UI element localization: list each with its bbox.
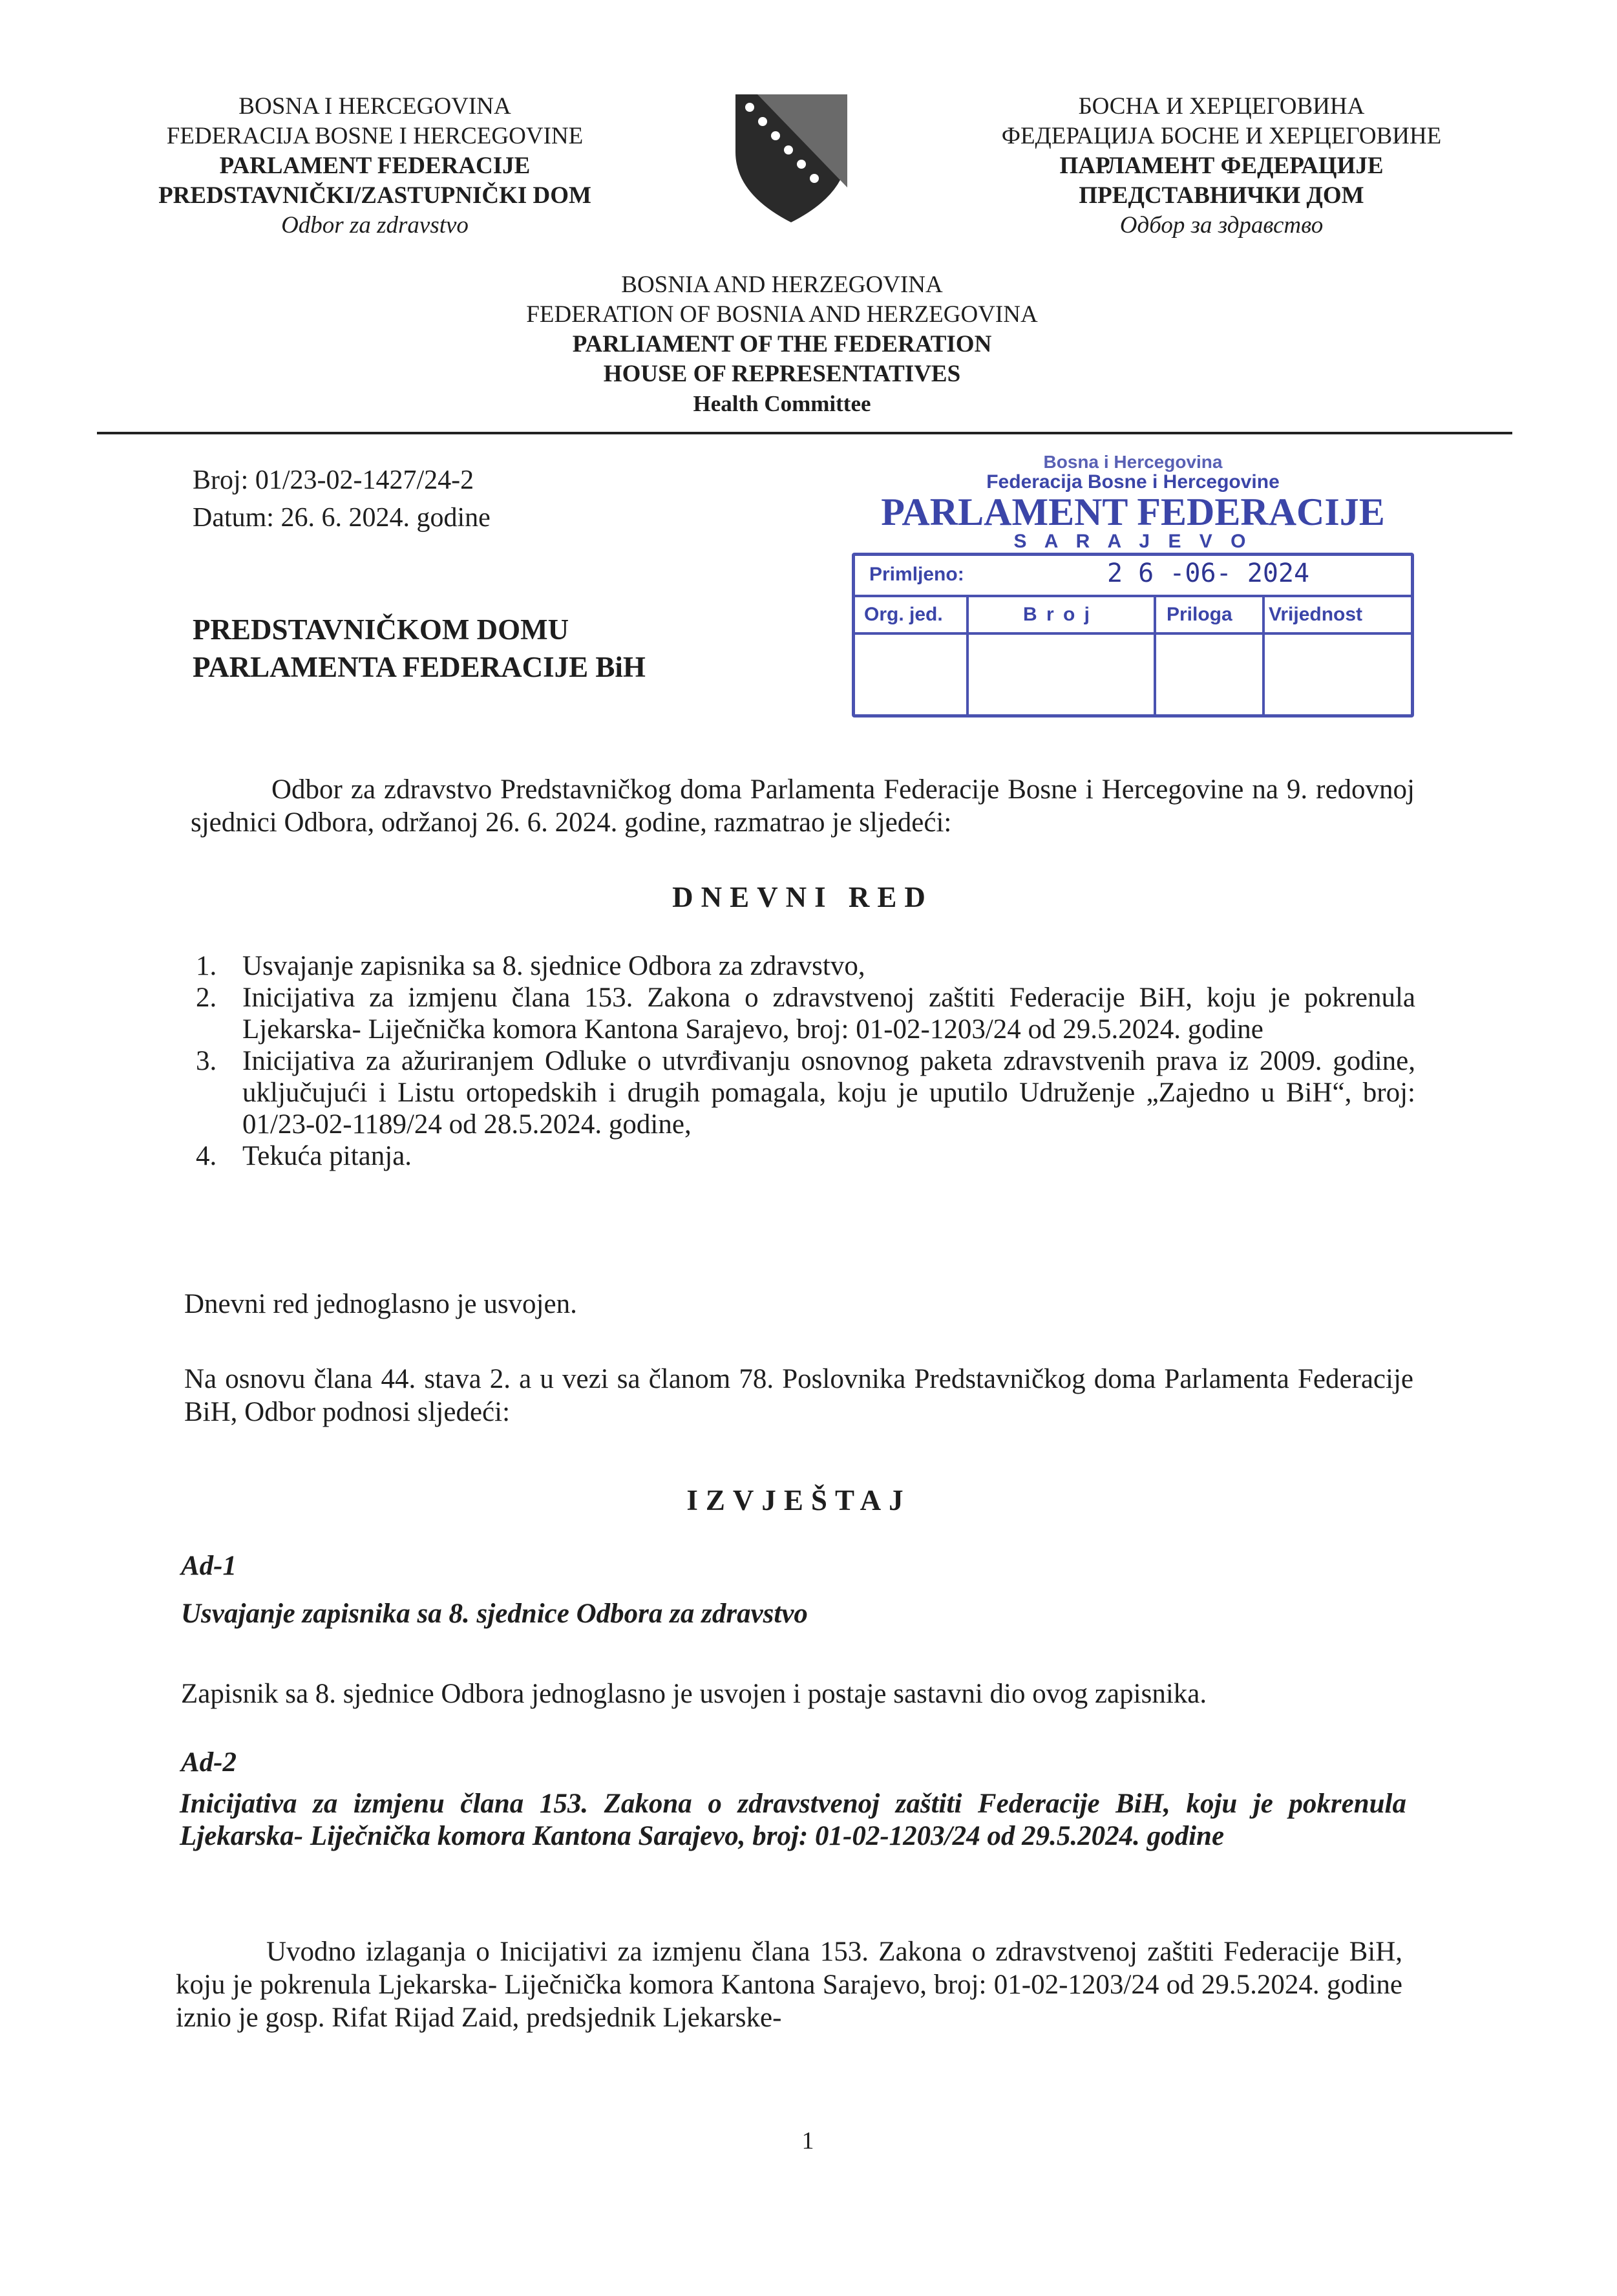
- header-left: [97, 92, 653, 240]
- header-right-country: БОСНА И ХЕРЦЕГОВИНА: [1078, 93, 1365, 120]
- header-center-parliament: PARLIAMENT OF THE FEDERATION: [572, 331, 992, 357]
- received-stamp: [852, 452, 1414, 552]
- header-right-committee: Одбор за здравство: [1119, 212, 1324, 239]
- ad2-text: Uvodno izlaganja o Inicijativi za izmjenu člana 153. Zakona o zdravstvenoj zaštiti Federacije BiH, koju je pokrenula Ljekarska- Liječnička komora Kantona Sarajevo, broj: 01-02-1203/24 od 29.5.2024. godine iznio je gosp. Rifat Rijad Zaid, predsjednik Ljekarske-: [176, 1937, 1402, 2033]
- header-center: [452, 270, 1112, 419]
- stamp-parliament: PARLAMENT FEDERACIJE: [881, 491, 1385, 533]
- stamp-divider-3: [1262, 597, 1265, 714]
- agenda-heading: DNEVNI RED: [672, 881, 933, 913]
- agenda-item-number: 2.: [196, 983, 217, 1013]
- header-right: [937, 92, 1506, 240]
- document-number: Broj: 01/23-02-1427/24-2: [193, 465, 474, 495]
- page-number: 1: [801, 2127, 814, 2154]
- agenda-item-number: 3.: [196, 1046, 217, 1076]
- header-center-country: BOSNIA AND HERZEGOVINA: [621, 271, 943, 298]
- agenda-item-text: Tekuća pitanja.: [242, 1141, 412, 1171]
- stamp-col-value: Vrijednost: [1269, 604, 1363, 625]
- stamp-col-attachments: Priloga: [1167, 604, 1232, 625]
- header-right-entity: ФЕДЕРАЦИЈА БОСНЕ И ХЕРЦЕГОВИНЕ: [1001, 123, 1442, 149]
- agenda-item-4: [196, 1140, 1415, 1172]
- agenda-list: [196, 950, 1415, 1172]
- agenda-adopted: Dnevni red jednoglasno je usvojen.: [184, 1289, 577, 1319]
- header-left-parliament: PARLAMENT FEDERACIJE: [219, 153, 531, 179]
- legal-basis-paragraph: Na osnovu člana 44. stava 2. a u vezi sa članom 78. Poslovnika Predstavničkog doma Parlamenta Federacije BiH, Odbor podnosi sljedeći:: [184, 1364, 1413, 1427]
- header-left-country: BOSNA I HERCEGOVINA: [238, 93, 511, 120]
- header-left-entity: FEDERACIJA BOSNE I HERCEGOVINE: [166, 123, 584, 149]
- stamp-received-date: 2 6 -06- 2024: [1107, 558, 1310, 588]
- header-center-house: HOUSE OF REPRESENTATIVES: [603, 361, 961, 387]
- stamp-col-number: B r o j: [1023, 604, 1092, 625]
- document-reference: [193, 462, 774, 537]
- header-right-parliament: ПАРЛАМЕНТ ФЕДЕРАЦИЈЕ: [1059, 153, 1384, 179]
- header-right-house: ПРЕДСТАВНИЧКИ ДОМ: [1079, 182, 1364, 209]
- report-heading: IZVJEŠTAJ: [686, 1484, 911, 1516]
- coat-of-arms-icon: [732, 90, 851, 226]
- header-center-committee: Health Committee: [693, 391, 871, 416]
- header-divider: [97, 432, 1512, 434]
- agenda-item-number: 1.: [196, 951, 217, 981]
- addressee: [193, 611, 839, 686]
- ad2-label: Ad-2: [181, 1747, 237, 1778]
- agenda-item-text: Usvajanje zapisnika sa 8. sjednice Odbora za zdravstvo,: [242, 951, 865, 981]
- stamp-country: Bosna i Hercegovina: [1043, 452, 1223, 472]
- ad1-text: Zapisnik sa 8. sjednice Odbora jednoglasno je usvojen i postaje sastavni dio ovog zapisnika.: [181, 1679, 1207, 1709]
- ad2-title: Inicijativa za izmjenu člana 153. Zakona o zdravstvenoj zaštiti Federacije BiH, koju je pokrenula Ljekarska- Liječnička komora Kantona Sarajevo, broj: 01-02-1203/24 od 29.5.2024. godine: [180, 1789, 1406, 1851]
- stamp-entity: Federacija Bosne i Hercegovine: [986, 471, 1280, 493]
- addressee-line-1: PREDSTAVNIČKOM DOMU: [193, 613, 569, 646]
- stamp-divider-1: [966, 597, 969, 714]
- header-center-entity: FEDERATION OF BOSNIA AND HERZEGOVINA: [526, 301, 1038, 328]
- agenda-item-number: 4.: [196, 1141, 217, 1171]
- agenda-item-3: [196, 1045, 1415, 1140]
- stamp-divider-2: [1154, 597, 1156, 714]
- stamp-table: [852, 553, 1414, 717]
- agenda-item-text: Inicijativa za ažuriranjem Odluke o utvrđivanju osnovnog paketa zdravstvenih prava iz 2009. godine, uključujući i Listu ortopedskih i drugih pomagala, koju je uputilo Udruženje „Zajedno u BiH“, broj: 01/23-02-1189/24 od 28.5.2024. godine,: [242, 1046, 1415, 1140]
- stamp-city: S A R A J E V O: [1013, 531, 1252, 552]
- agenda-item-2: [196, 982, 1415, 1045]
- ad1-title: Usvajanje zapisnika sa 8. sjednice Odbora za zdravstvo: [181, 1599, 808, 1629]
- stamp-received-label: Primljeno:: [869, 564, 964, 585]
- intro-paragraph: Odbor za zdravstvo Predstavničkog doma Parlamenta Federacije Bosne i Hercegovine na 9. redovnoj sjednici Odbora, održanoj 26. 6. 2024. godine, razmatrao je sljedeći:: [191, 774, 1415, 838]
- ad1-label: Ad-1: [181, 1551, 237, 1581]
- addressee-line-2: PARLAMENTA FEDERACIJE BiH: [193, 651, 646, 683]
- agenda-item-text: Inicijativa za izmjenu člana 153. Zakona o zdravstvenoj zaštiti Federacije BiH, koju je pokrenula Ljekarska- Liječnička komora Kantona Sarajevo, broj: 01-02-1203/24 od 29.5.2024. godine: [242, 983, 1415, 1045]
- header-left-committee: Odbor za zdravstvo: [281, 212, 469, 239]
- agenda-item-1: [196, 950, 1415, 982]
- header-left-house: PREDSTAVNIČKI/ZASTUPNIČKI DOM: [158, 182, 591, 209]
- stamp-col-org: Org. jed.: [864, 604, 943, 625]
- document-date: Datum: 26. 6. 2024. godine: [193, 503, 491, 533]
